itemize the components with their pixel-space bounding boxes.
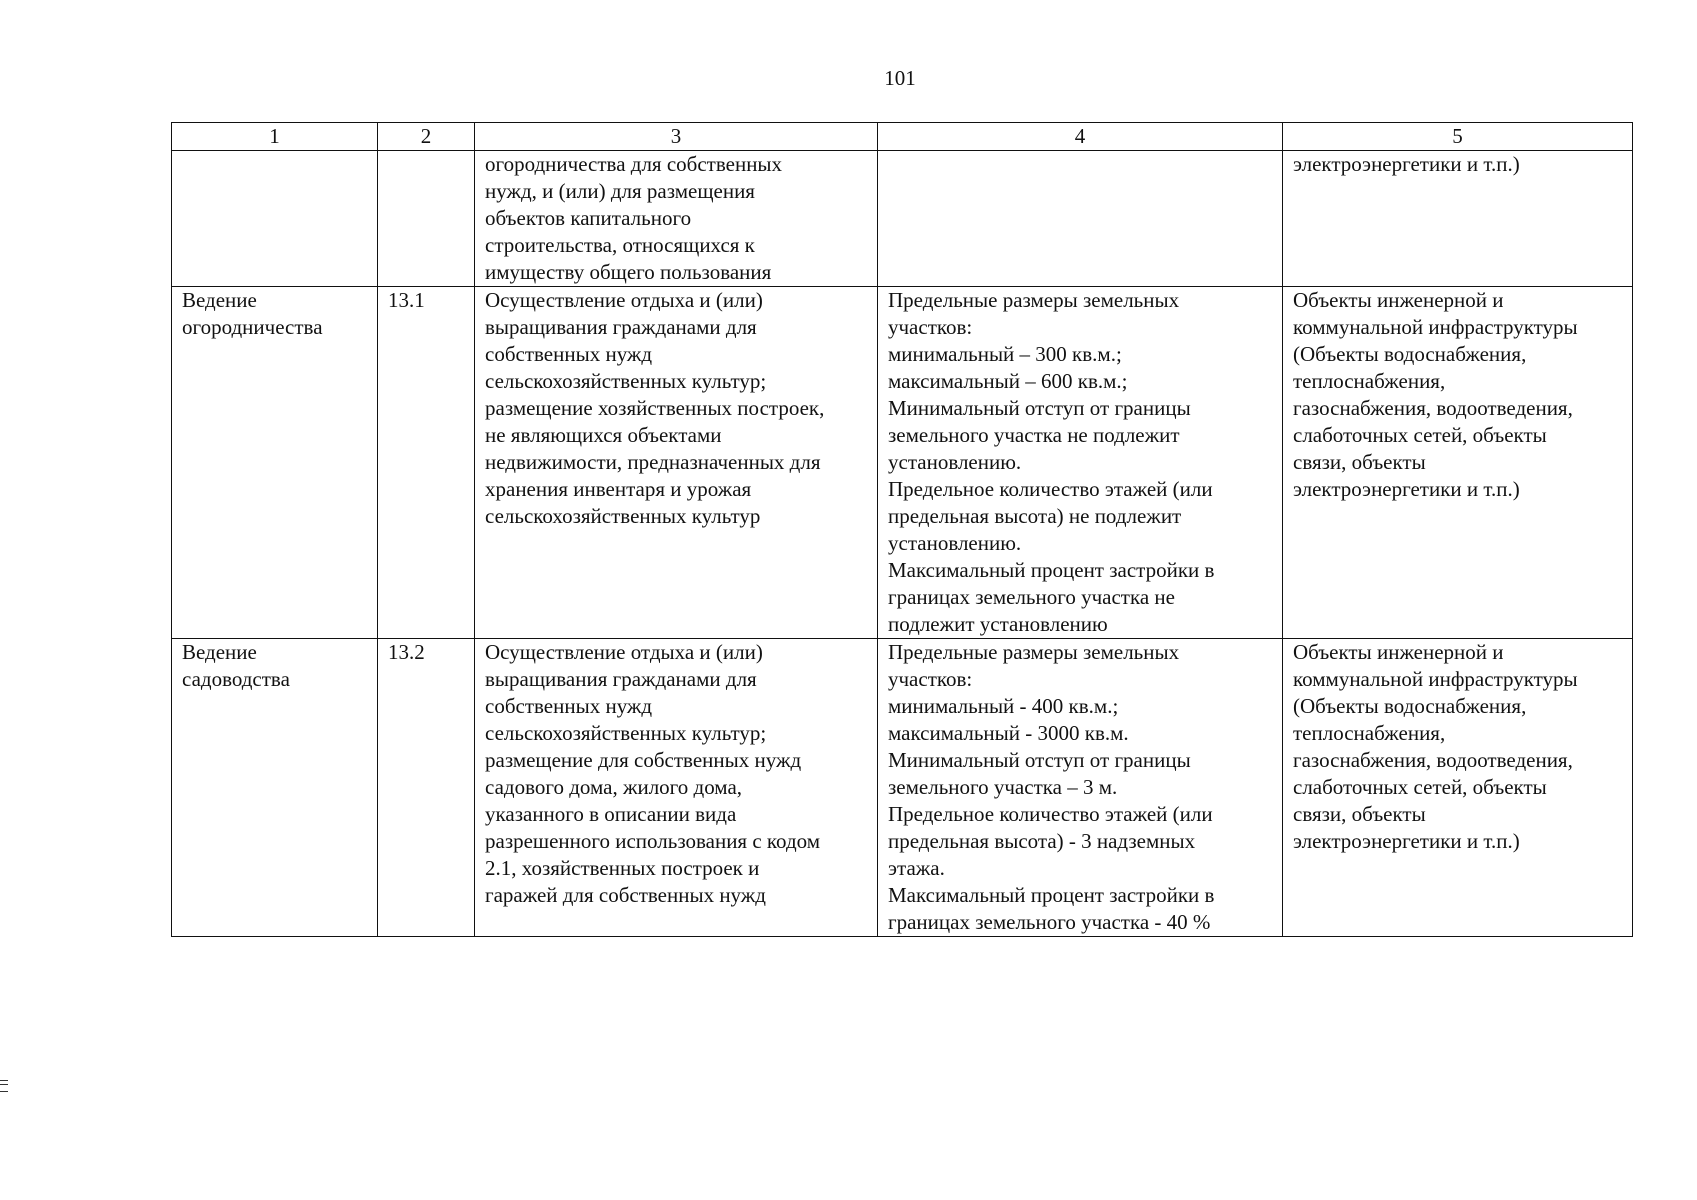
cell-text-line: собственных нужд xyxy=(485,342,653,366)
cell-text-line: предельная высота) не подлежит xyxy=(888,504,1182,528)
cell-text-line: газоснабжения, водоотведения, xyxy=(1293,396,1573,420)
cell-text-line: максимальный - 3000 кв.м. xyxy=(888,721,1129,745)
land-use-table xyxy=(171,122,1633,937)
cell-text-line: Ведение xyxy=(182,640,257,664)
auxiliary-objects-cell xyxy=(1283,151,1633,287)
cell-text-line: Максимальный процент застройки в xyxy=(888,883,1215,907)
cell-text-line: нужд, и (или) для размещения xyxy=(485,179,755,203)
cell-text-line: огородничества для собственных xyxy=(485,152,783,176)
land-use-name-cell xyxy=(172,151,378,287)
cell-text-line: Объекты инженерной и xyxy=(1293,640,1504,664)
cell-text-line: сельскохозяйственных культур xyxy=(485,504,761,528)
column-header-5: 5 xyxy=(1283,123,1633,151)
cell-text-line: электроэнергетики и т.п.) xyxy=(1293,477,1520,501)
column-header-3: 3 xyxy=(475,123,878,151)
cell-text-line: подлежит установлению xyxy=(888,612,1108,636)
auxiliary-objects-cell xyxy=(1283,639,1633,937)
cell-text-line: садоводства xyxy=(182,667,290,691)
cell-text-line: выращивания гражданами для xyxy=(485,315,757,339)
code-cell xyxy=(378,639,475,937)
parameters-cell xyxy=(878,639,1283,937)
cell-text-line: 2.1, хозяйственных построек и xyxy=(485,856,760,880)
cell-text-line: слаботочных сетей, объекты xyxy=(1293,423,1547,447)
cell-text-line: разрешенного использования с кодом xyxy=(485,829,821,853)
cell-text-line: огородничества xyxy=(182,315,323,339)
cell-text-line: сельскохозяйственных культур; xyxy=(485,369,767,393)
cell-text-line: выращивания гражданами для xyxy=(485,667,757,691)
cell-text-line: Максимальный процент застройки в xyxy=(888,558,1215,582)
cell-text-line: минимальный - 400 кв.м.; xyxy=(888,694,1119,718)
cell-text-line: (Объекты водоснабжения, xyxy=(1293,694,1527,718)
cell-text-line: Объекты инженерной и xyxy=(1293,288,1504,312)
cell-text-line: газоснабжения, водоотведения, xyxy=(1293,748,1573,772)
cell-text-line: Осуществление отдыха и (или) xyxy=(485,640,763,664)
cell-text-line: объектов капитального xyxy=(485,206,692,230)
cell-text-line: границах земельного участка не xyxy=(888,585,1175,609)
cell-text-line: установлению. xyxy=(888,450,1022,474)
margin-mark xyxy=(0,1080,8,1092)
cell-text-line: хранения инвентаря и урожая xyxy=(485,477,752,501)
cell-text-line: участков: xyxy=(888,667,973,691)
cell-text-line: Предельные размеры земельных xyxy=(888,288,1180,312)
cell-text-line: недвижимости, предназначенных для xyxy=(485,450,821,474)
cell-text-line: (Объекты водоснабжения, xyxy=(1293,342,1527,366)
table-row xyxy=(172,287,1633,639)
table-body xyxy=(172,151,1633,937)
cell-text-line: 13.2 xyxy=(388,640,425,664)
cell-text-line: связи, объекты xyxy=(1293,802,1426,826)
cell-text-line: коммунальной инфраструктуры xyxy=(1293,667,1578,691)
cell-text-line: предельная высота) - 3 надземных xyxy=(888,829,1196,853)
cell-text-line: электроэнергетики и т.п.) xyxy=(1293,829,1520,853)
cell-text-line: размещение хозяйственных построек, xyxy=(485,396,825,420)
cell-text-line: земельного участка не подлежит xyxy=(888,423,1180,447)
cell-text-line: 13.1 xyxy=(388,288,425,312)
cell-text-line: максимальный – 600 кв.м.; xyxy=(888,369,1128,393)
cell-text-line: связи, объекты xyxy=(1293,450,1426,474)
cell-text-line: строительства, относящихся к xyxy=(485,233,755,257)
code-cell xyxy=(378,287,475,639)
auxiliary-objects-cell xyxy=(1283,287,1633,639)
cell-text-line: Ведение xyxy=(182,288,257,312)
description-cell xyxy=(475,639,878,937)
code-cell xyxy=(378,151,475,287)
cell-text-line: садового дома, жилого дома, xyxy=(485,775,743,799)
description-cell xyxy=(475,151,878,287)
cell-text-line: имуществу общего пользования xyxy=(485,260,772,284)
cell-text-line: не являющихся объектами xyxy=(485,423,722,447)
land-use-name-cell xyxy=(172,287,378,639)
description-cell xyxy=(475,287,878,639)
page-number: 101 xyxy=(884,66,916,90)
column-header-2: 2 xyxy=(378,123,475,151)
cell-text-line: собственных нужд xyxy=(485,694,653,718)
cell-text-line: указанного в описании вида xyxy=(485,802,737,826)
column-header-4: 4 xyxy=(878,123,1283,151)
table-row xyxy=(172,151,1633,287)
column-header-1: 1 xyxy=(172,123,378,151)
table-row xyxy=(172,639,1633,937)
cell-text-line: Предельное количество этажей (или xyxy=(888,477,1213,501)
cell-text-line: участков: xyxy=(888,315,973,339)
table-header-row xyxy=(172,123,1633,151)
cell-text-line: границах земельного участка - 40 % xyxy=(888,910,1211,934)
cell-text-line: земельного участка – 3 м. xyxy=(888,775,1118,799)
cell-text-line: минимальный – 300 кв.м.; xyxy=(888,342,1122,366)
cell-text-line: установлению. xyxy=(888,531,1022,555)
cell-text-line: размещение для собственных нужд xyxy=(485,748,802,772)
cell-text-line: электроэнергетики и т.п.) xyxy=(1293,152,1520,176)
parameters-cell xyxy=(878,151,1283,287)
cell-text-line: теплоснабжения, xyxy=(1293,369,1446,393)
cell-text-line: Осуществление отдыха и (или) xyxy=(485,288,763,312)
cell-text-line: Минимальный отступ от границы xyxy=(888,748,1191,772)
cell-text-line: слаботочных сетей, объекты xyxy=(1293,775,1547,799)
cell-text-line: сельскохозяйственных культур; xyxy=(485,721,767,745)
cell-text-line: Минимальный отступ от границы xyxy=(888,396,1191,420)
cell-text-line: этажа. xyxy=(888,856,945,880)
cell-text-line: Предельные размеры земельных xyxy=(888,640,1180,664)
land-use-name-cell xyxy=(172,639,378,937)
cell-text-line: коммунальной инфраструктуры xyxy=(1293,315,1578,339)
cell-text-line: гаражей для собственных нужд xyxy=(485,883,766,907)
cell-text-line: Предельное количество этажей (или xyxy=(888,802,1213,826)
cell-text-line: теплоснабжения, xyxy=(1293,721,1446,745)
parameters-cell xyxy=(878,287,1283,639)
